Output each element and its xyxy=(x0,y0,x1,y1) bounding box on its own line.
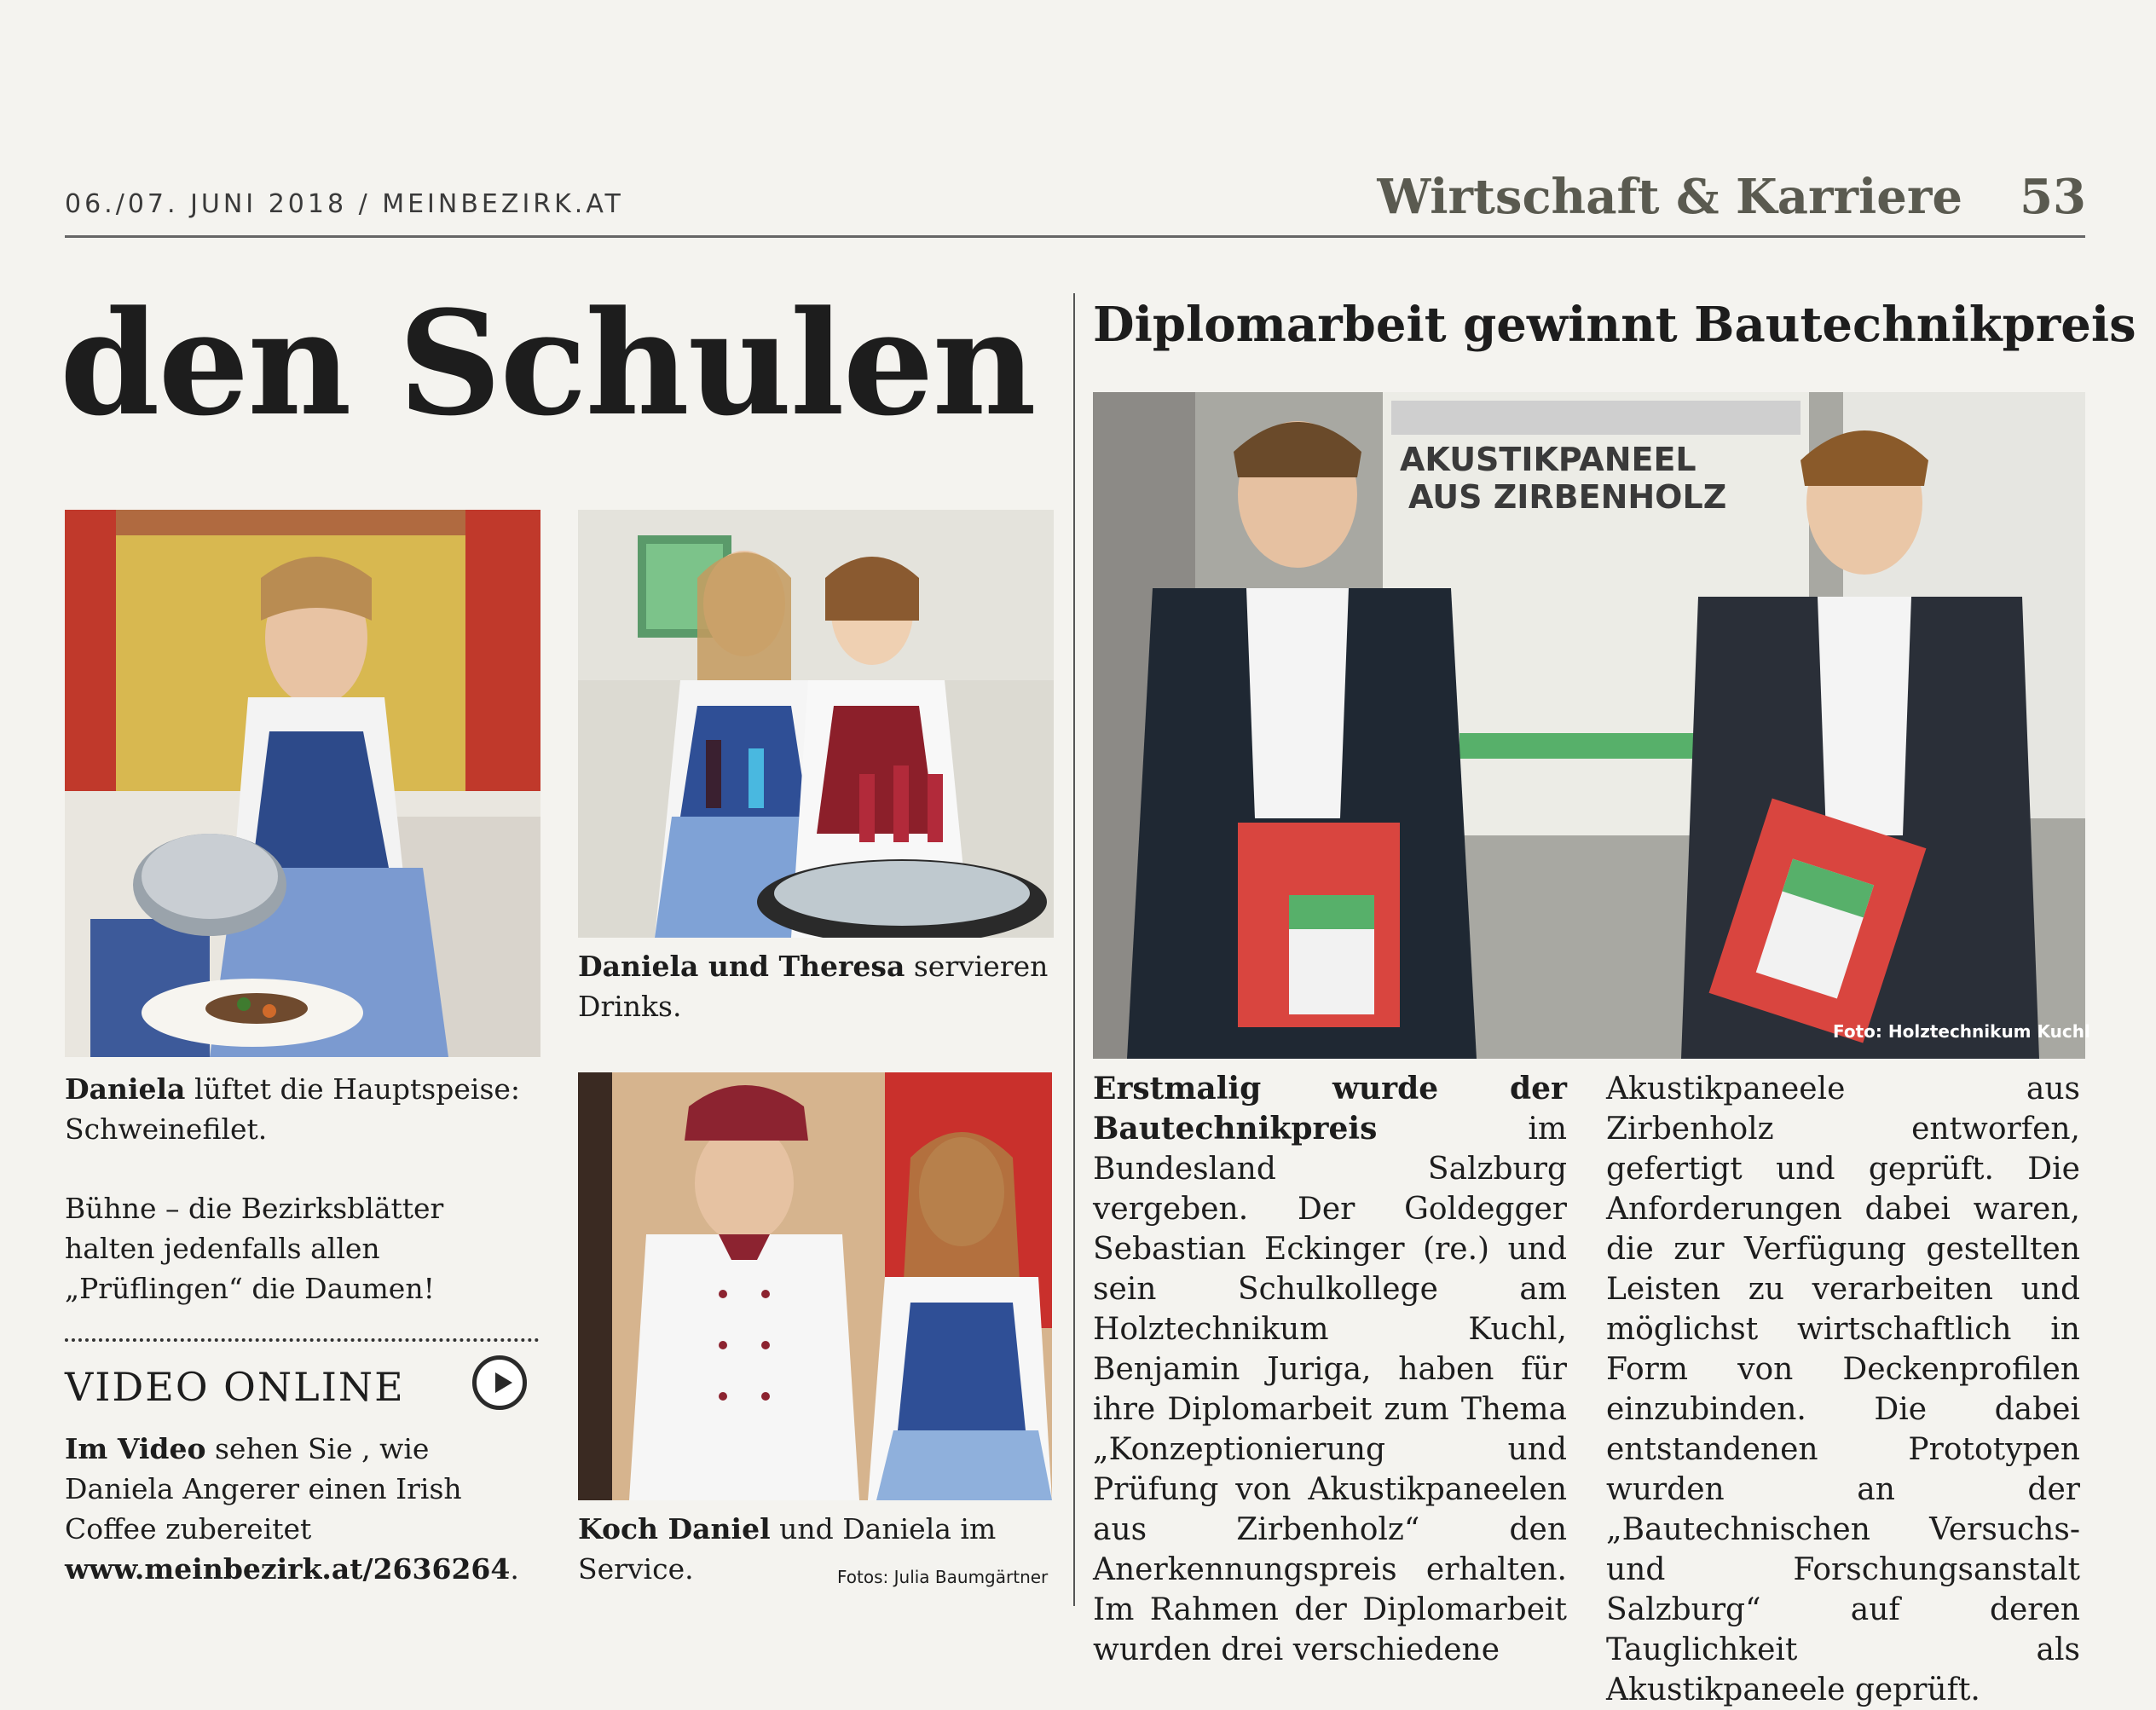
article-column-1-text: im Bundesland Salzburg vergeben. Der Goldegger Sebastian Eckinger (re.) und sein Schulkollege am Holztechnikum Kuchl, Benjamin Juriga, haben für ihre Diplomarbeit zum Thema „Konzeptionierung und Prüfung von Akustikpaneelen aus Zirbenholz“ den Anerkennungspreis erhalten. Im Rahmen der Diplomarbeit wurden drei verschiedene xyxy=(1093,1112,1567,1667)
article-title-left: den Schulen xyxy=(60,279,1035,448)
article-lead-bold: Erstmalig wurde der Bautechnikpreis xyxy=(1093,1071,1567,1147)
caption-photo2 xyxy=(578,946,1054,1026)
article-headline-right: Diplomarbeit gewinnt Bautechnikpreis xyxy=(1093,297,2136,353)
caption-photo3-text: und Daniela im Service. xyxy=(578,1512,997,1586)
section-title: Wirtschaft & Karriere xyxy=(1377,169,1963,225)
photo-credit-right: Foto: Holztechnikum Kuchl xyxy=(1833,1021,2090,1042)
video-online-heading: VIDEO ONLINE xyxy=(65,1364,405,1410)
article-column-1 xyxy=(1093,1069,1567,1670)
caption-photo1-bold: Daniela xyxy=(65,1072,186,1106)
section-header xyxy=(1377,169,2086,225)
buehne-text: Bühne – die Bezirksblätter halten jedenfalls allen „Prüflingen“ die Daumen! xyxy=(65,1192,444,1305)
caption-photo1 xyxy=(65,1069,539,1149)
caption-photo2-text: servieren Drinks. xyxy=(578,950,1049,1023)
caption-photo2-bold: Daniela und Theresa xyxy=(578,950,905,983)
photo-daniela-cloche xyxy=(65,510,540,1057)
video-text: sehen Sie , wie Daniela Angerer einen Irish Coffee zubereitet xyxy=(65,1432,462,1545)
issue-date-site: 06./07. JUNI 2018 / MEINBEZIRK.AT xyxy=(65,189,624,219)
photo-daniela-theresa-drinks xyxy=(578,510,1054,938)
dotted-divider xyxy=(65,1338,539,1342)
video-bold: Im Video xyxy=(65,1432,206,1465)
article-column-2: Akustikpaneele aus Zirbenholz entworfen, gefertigt und geprüft. Die Anforderungen dabei waren, die zur Verfügung gestellten Leisten zu verarbeiten und möglichst wirtschaftlich in Form von Deckenprofilen einzubinden. Die dabei entstandenen Prototypen wurden an der „Bautechnischen Versuchs- und Forschungsanstalt Salzburg“ auf deren Tauglichkeit als Akustikpaneele geprüft. xyxy=(1606,1072,2080,1707)
page-number: 53 xyxy=(2020,169,2086,225)
caption-photo3-bold: Koch Daniel xyxy=(578,1512,771,1545)
play-icon[interactable] xyxy=(472,1355,527,1410)
video-description xyxy=(65,1429,539,1589)
photo-koch-daniel-daniela xyxy=(578,1072,1052,1500)
photo-award-winners xyxy=(1093,392,2085,1059)
caption-photo1-text: lüftet die Hauptspeise: Schweinefilet. xyxy=(65,1072,521,1146)
photo-credit-left: Fotos: Julia Baumgärtner xyxy=(837,1567,1049,1587)
video-end: . xyxy=(510,1552,519,1586)
header-rule xyxy=(65,235,2085,238)
video-link[interactable]: www.meinbezirk.at/2636264 xyxy=(65,1552,511,1586)
column-separator xyxy=(1073,293,1075,1606)
poster-line-1: AKUSTIKPANEEL xyxy=(1400,441,1696,478)
poster-line-2: AUS ZIRBENHOLZ xyxy=(1408,478,1727,516)
